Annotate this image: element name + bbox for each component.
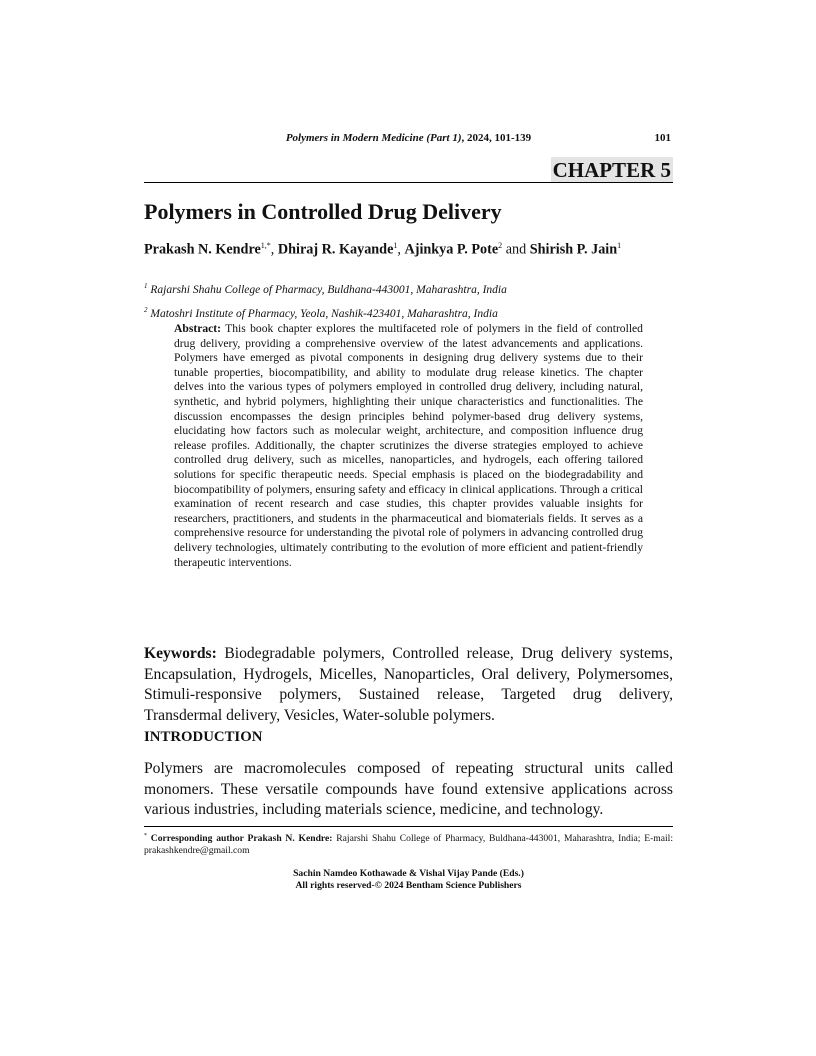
affiliation-text: Matoshri Institute of Pharmacy, Yeola, Nashik-423401, Maharashtra, India bbox=[150, 307, 498, 320]
running-header bbox=[144, 132, 673, 144]
author-name: Prakash N. Kendre bbox=[144, 241, 261, 258]
author-name: Dhiraj R. Kayande bbox=[277, 241, 394, 258]
author-separator: , bbox=[397, 241, 405, 258]
author-separator: and bbox=[502, 241, 530, 258]
publisher-info bbox=[144, 868, 673, 892]
section-heading: INTRODUCTION bbox=[144, 729, 263, 745]
chapter-label: CHAPTER 5 bbox=[552, 158, 671, 182]
editors-line: Sachin Namdeo Kothawade & Vishal Vijay Pande (Eds.) bbox=[293, 868, 524, 879]
keywords-text: Biodegradable polymers, Controlled release, Drug delivery systems, Encapsulation, Hydrogels, Micelles, Nanoparticles, Oral delivery, Polymersomes, Stimuli-responsive polymers, Sustained release, Targeted drug delivery, Transdermal delivery, Vesicles, Water-soluble polymers. bbox=[144, 645, 673, 724]
author-affil-mark: 1,* bbox=[260, 241, 271, 250]
affiliation-mark: 2 bbox=[144, 305, 148, 314]
author-separator: , bbox=[270, 241, 278, 258]
author-name: Shirish P. Jain bbox=[529, 241, 618, 258]
footnote-divider bbox=[144, 826, 673, 827]
keywords bbox=[144, 644, 673, 726]
introduction-paragraph: Polymers are macromolecules composed of repeating structural units called monomers. These versatile compounds have found extensive applications across various industries, including materials science, medicine, and technology. bbox=[144, 760, 673, 818]
author-affil-mark: 1 bbox=[617, 241, 622, 250]
page-number: 101 bbox=[654, 132, 671, 144]
affiliation-mark: 1 bbox=[144, 282, 148, 290]
footnote bbox=[144, 830, 673, 857]
affiliation-text: Rajarshi Shahu College of Pharmacy, Buldhana-443001, Maharashtra, India bbox=[150, 283, 507, 296]
author-list bbox=[144, 236, 673, 260]
author-name: Ajinkya P. Pote bbox=[404, 241, 499, 258]
author-affil-mark: 1 bbox=[393, 241, 398, 250]
affiliation bbox=[144, 300, 673, 324]
author-affil-mark: 2 bbox=[498, 241, 503, 250]
abstract-text: This book chapter explores the multifaceted role of polymers in the field of controlled drug delivery, providing a comprehensive overview of the latest advancements and applications. Polymers have emerged as pivotal components in designing drug delivery systems due to their tunable properties, biocompatibility, and ability to modulate drug release kinetics. The chapter delves into the various types of polymers employed in controlled drug delivery, including natural, synthetic, and hybrid polymers, highlighting their unique characteristics and functionalities. The discussion encompasses the design principles behind polymer-based drug delivery systems, elucidating how factors such as molecular weight, architecture, and composition influence drug release profiles. Additionally, the chapter scrutinizes the diverse strategies employed to achieve controlled drug delivery, such as micelles, nanoparticles, and hydrogels, each offering tailored solutions for specific therapeutic needs. Special emphasis is placed on the biodegradability and biocompatibility of polymers, ensuring safety and efficacy in clinical applications. Through a critical examination of recent research and case studies, this chapter provides valuable insights for researchers, practitioners, and students in the pharmaceutical and biomaterials fields. It serves as a comprehensive resource for understanding the pivotal role of polymers in advancing controlled drug delivery technologies, ultimately contributing to the evolution of more efficient and patient-friendly therapeutic interventions. bbox=[174, 322, 643, 569]
footnote-label: Corresponding author Prakash N. Kendre: bbox=[150, 833, 333, 845]
book-meta: , 2024, 101-139 bbox=[461, 132, 532, 144]
chapter-title: Polymers in Controlled Drug Delivery bbox=[144, 199, 502, 224]
abstract-label: Abstract: bbox=[174, 322, 222, 335]
footnote-mark: * bbox=[144, 833, 147, 839]
book-title: Polymers in Modern Medicine (Part 1) bbox=[285, 132, 462, 144]
abstract bbox=[174, 322, 643, 570]
keywords-label: Keywords: bbox=[144, 645, 217, 662]
affiliation-list bbox=[144, 276, 673, 324]
affiliation bbox=[144, 276, 673, 300]
chapter-divider bbox=[144, 182, 673, 183]
footnote-text: Rajarshi Shahu College of Pharmacy, Buldhana-443001, Maharashtra, India; E-mail: prakashkendre@gmail.com bbox=[144, 833, 673, 857]
rights-line: All rights reserved-© 2024 Bentham Science Publishers bbox=[295, 880, 522, 891]
